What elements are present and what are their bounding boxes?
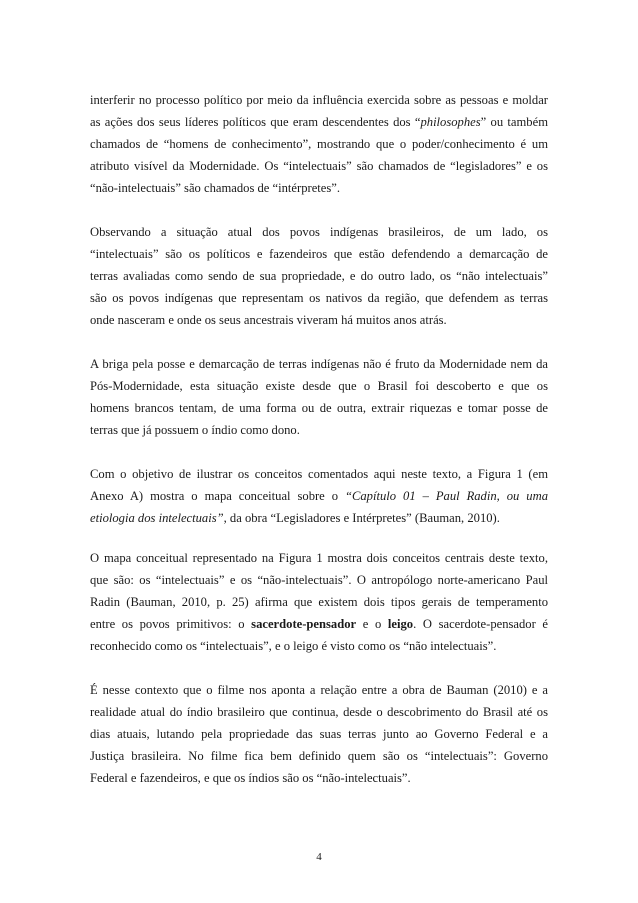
paragraph-6-line-4: Justiça brasileira. No filme fica bem definido quem são os “intelectuais”: Governo — [90, 749, 548, 763]
paragraph-3-line-1: A briga pela posse e demarcação de terras indígenas não é fruto da Modernidade nem da — [90, 357, 548, 371]
paragraph-5-line-2: que são: os “intelectuais” e os “não-intelectuais”. O antropólogo norte-americano Paul — [90, 573, 548, 587]
paragraph-4-line-2: Anexo A) mostra o mapa conceitual sobre o “Capítulo 01 – Paul Radin, ou uma — [90, 489, 548, 503]
paragraph-6-line-5: Federal e fazendeiros, e que os índios são os “não-intelectuais”. — [90, 771, 411, 785]
paragraph-5-line-5: reconhecido como os “intelectuais”, e o leigo é visto como os “não intelectuais”. — [90, 639, 497, 653]
paragraph-3-line-2: Pós-Modernidade, esta situação existe desde que o Brasil foi descoberto e que os — [90, 379, 548, 393]
paragraph-5-line-3: Radin (Bauman, 2010, p. 25) afirma que existem dois tipos gerais de temperamento — [90, 595, 548, 609]
paragraph-6-line-3: dias atuais, lutando pela propriedade das suas terras junto ao Governo Federal e a — [90, 727, 548, 741]
paragraph-3-line-4: terras que já possuem o índio como dono. — [90, 423, 300, 437]
paragraph-6-line-1: É nesse contexto que o filme nos aponta a relação entre a obra de Bauman (2010) e a — [90, 683, 548, 697]
paragraph-4-line-3: etiologia dos intelectuais”, da obra “Legisladores e Intérpretes” (Bauman, 2010). — [90, 511, 500, 525]
paragraph-5-line-1: O mapa conceitual representado na Figura 1 mostra dois conceitos centrais deste texto, — [90, 551, 548, 565]
paragraph-1-line-4: atributo visível da Modernidade. Os “intelectuais” são chamados de “legisladores” e os — [90, 159, 548, 173]
paragraph-2-line-2: “intelectuais” são os políticos e fazendeiros que estão defendendo a demarcação de — [90, 247, 548, 261]
paragraph-1-line-2: as ações dos seus líderes políticos que eram descendentes dos “philosophes” ou também — [90, 115, 548, 129]
paragraph-2-line-5: onde nasceram e onde os seus ancestrais viveram há muitos anos atrás. — [90, 313, 447, 327]
paragraph-1-line-3: chamados de “homens de conhecimento”, mostrando que o poder/conhecimento é um — [90, 137, 548, 151]
paragraph-5-line-4: entre os povos primitivos: o sacerdote-pensador e o leigo. O sacerdote-pensador é — [90, 617, 548, 631]
paragraph-2-line-3: terras avaliadas como sendo de sua propriedade, e do outro lado, os “não intelectuais” — [90, 269, 548, 283]
paragraph-6-line-2: realidade atual do índio brasileiro que continua, desde o descobrimento do Brasil até os — [90, 705, 548, 719]
page-number: 4 — [316, 851, 322, 863]
paragraph-1-line-1: interferir no processo político por meio da influência exercida sobre as pessoas e moldar — [90, 93, 548, 107]
paragraph-2-line-4: são os povos indígenas que representam os nativos da região, que defendem as terras — [90, 291, 548, 305]
paragraph-3-line-3: homens brancos tentam, de uma forma ou de outra, extrair riquezas e tomar posse de — [90, 401, 548, 415]
paragraph-2-line-1: Observando a situação atual dos povos indígenas brasileiros, de um lado, os — [90, 225, 548, 239]
paragraph-1-line-5: “não-intelectuais” são chamados de “intérpretes”. — [90, 181, 341, 195]
paragraph-4-line-1: Com o objetivo de ilustrar os conceitos comentados aqui neste texto, a Figura 1 (em — [90, 467, 548, 481]
